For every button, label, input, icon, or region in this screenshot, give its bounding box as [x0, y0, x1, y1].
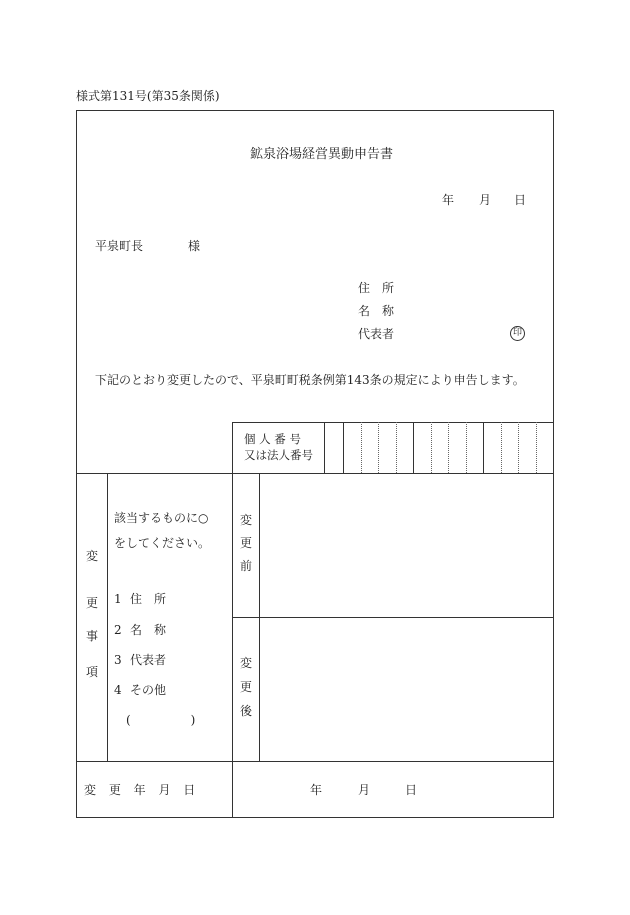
applicant-rep-label: 代表者 [358, 327, 395, 341]
statement-text: 下記のとおり変更したので、平泉町町税条例第143条の規定により申告します。 [95, 373, 525, 387]
id-number-label-line2: 又は法人番号 [244, 448, 313, 462]
before-label-char: 更 [239, 536, 252, 550]
applicant-name-label: 名 称 [358, 304, 395, 318]
change-date-year: 年 [310, 783, 323, 797]
option-label: その他 [130, 683, 167, 697]
option-label: 名 称 [130, 623, 167, 637]
after-label-char: 変 [239, 656, 252, 670]
option-number: 4 [114, 683, 122, 697]
date-month-label: 月 [479, 193, 492, 207]
after-change-field[interactable] [260, 618, 553, 760]
after-label-char: 更 [239, 680, 252, 694]
change-date-month: 月 [358, 783, 371, 797]
seal-mark-icon: 印 [510, 326, 525, 341]
option-number: 2 [114, 623, 122, 637]
instruction-line1: 該当するものに○ [114, 511, 209, 525]
form-title: 鉱泉浴場経営異動申告書 [250, 147, 394, 162]
change-date-day: 日 [405, 783, 418, 797]
form-number: 様式第131号(第35条関係) [76, 89, 220, 103]
change-items-label-char: 変 [85, 549, 98, 563]
before-change-field[interactable] [260, 474, 553, 616]
date-year-label: 年 [442, 193, 455, 207]
after-label-char: 後 [239, 704, 252, 718]
change-items-label-char: 事 [85, 629, 98, 643]
change-date-field[interactable] [233, 762, 553, 816]
option-label: 代表者 [130, 653, 167, 667]
applicant-address-label: 住 所 [358, 281, 395, 295]
option-label: 住 所 [130, 592, 167, 606]
option-number: 1 [114, 592, 122, 606]
other-paren: ( ) [126, 713, 196, 727]
change-date-label: 変 更 年 月 日 [84, 783, 196, 797]
option-number: 3 [114, 653, 122, 667]
change-items-label-char: 項 [85, 665, 98, 679]
id-number-label-line1: 個 人 番 号 [244, 432, 301, 446]
before-label-char: 変 [239, 513, 252, 527]
date-day-label: 日 [514, 193, 527, 207]
change-items-label-char: 更 [85, 596, 98, 610]
before-label-char: 前 [239, 559, 252, 573]
instruction-line2: をしてください。 [114, 536, 211, 550]
addressee-name: 平泉町長 [95, 239, 144, 253]
addressee-honorific: 様 [188, 239, 201, 253]
